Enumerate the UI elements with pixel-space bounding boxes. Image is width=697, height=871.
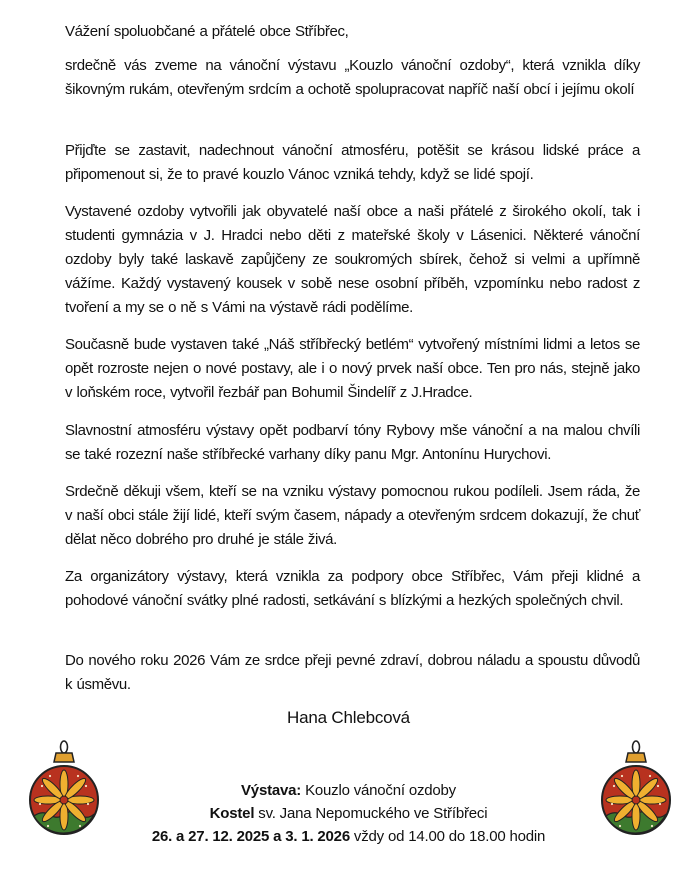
christmas-ornament-icon bbox=[28, 738, 100, 850]
letter-paragraph: Srdečně děkuji všem, kteří se na vzniku výstavy pomocnou rukou podíleli. Jsem ráda, že v naší obci stále žijí lidé, kteří svým časem, nápady a otevřeným srdcem dokazují, že chuť dělat něco dobrého pro druhé je stále živá. bbox=[65, 483, 640, 548]
exhibition-label: Výstava: bbox=[241, 782, 302, 799]
letter-paragraph: srdečně vás zveme na vánoční výstavu „Kouzlo vánoční ozdoby“, která vznikla díky šikovným rukám, otevřeným srdcím a ochotě spolupracovat napříč naší obcí i jejímu okolí bbox=[65, 57, 640, 98]
event-hours: vždy od 14.00 do 18.00 hodin bbox=[349, 828, 546, 845]
letter-paragraph: Do nového roku 2026 Vám ze srdce přeji pevné zdraví, dobrou náladu a spoustu důvodů k úsměvu. bbox=[65, 652, 640, 693]
venue-name: sv. Jana Nepomuckého ve Stříbřeci bbox=[254, 805, 488, 822]
letter-paragraph: Slavnostní atmosféru výstavy opět podbarví tóny Rybovy mše vánoční a na malou chvíli se také rozezní naše stříbřecké varhany díky panu Mgr. Antonínu Hurychovi. bbox=[65, 422, 640, 463]
letter-greeting: Vážení spoluobčané a přátelé obce Stříbřec, bbox=[65, 23, 349, 40]
venue-line bbox=[0, 802, 697, 825]
exhibition-name: Kouzlo vánoční ozdoby bbox=[301, 782, 456, 799]
letter-paragraph: Současně bude vystaven také „Náš stříbřecký betlém“ vytvořený místními lidmi a letos se opět rozroste nejen o nové postavy, ale i o nový prvek naší obce. Ten pro nás, stejně jako v loňském roce, vytvořil řezbář pan Bohumil Šindelíř z J.Hradce. bbox=[65, 336, 640, 401]
venue-label: Kostel bbox=[209, 805, 255, 822]
event-dates: 26. a 27. 12. 2025 a 3. 1. 2026 bbox=[151, 828, 350, 845]
signature: Hana Chlebcová bbox=[287, 708, 410, 727]
letter-paragraph: Vystavené ozdoby vytvořili jak obyvatelé naší obce a naši přátelé z širokého okolí, tak i studenti gymnázia v J. Hradci nebo děti z mateřské školy v Lásenici. Některé vánoční ozdoby byly také laskavě zapůjčeny ze soukromých sbírek, čehož si velmi a upřímně vážíme. Každý vystavený kousek v sobě nese osobní příběh, vzpomínku nebo radost z tvoření a my se o ně s Vámi na výstavě rádi podělíme. bbox=[65, 203, 640, 316]
letter-paragraph: Přijďte se zastavit, nadechnout vánoční atmosféru, potěšit se krásou lidské práce a připomenout si, že to pravé kouzlo Vánoc vzniká tehdy, když se lidé spojí. bbox=[65, 142, 640, 183]
dates-line bbox=[0, 825, 697, 848]
exhibition-line bbox=[0, 779, 697, 802]
letter-paragraph: Za organizátory výstavy, která vznikla za podpory obce Stříbřec, Vám přeji klidné a pohodové vánoční svátky plné radosti, setkávání s blízkými a hezkých společných chvil. bbox=[65, 568, 640, 609]
christmas-ornament-icon bbox=[600, 738, 672, 850]
